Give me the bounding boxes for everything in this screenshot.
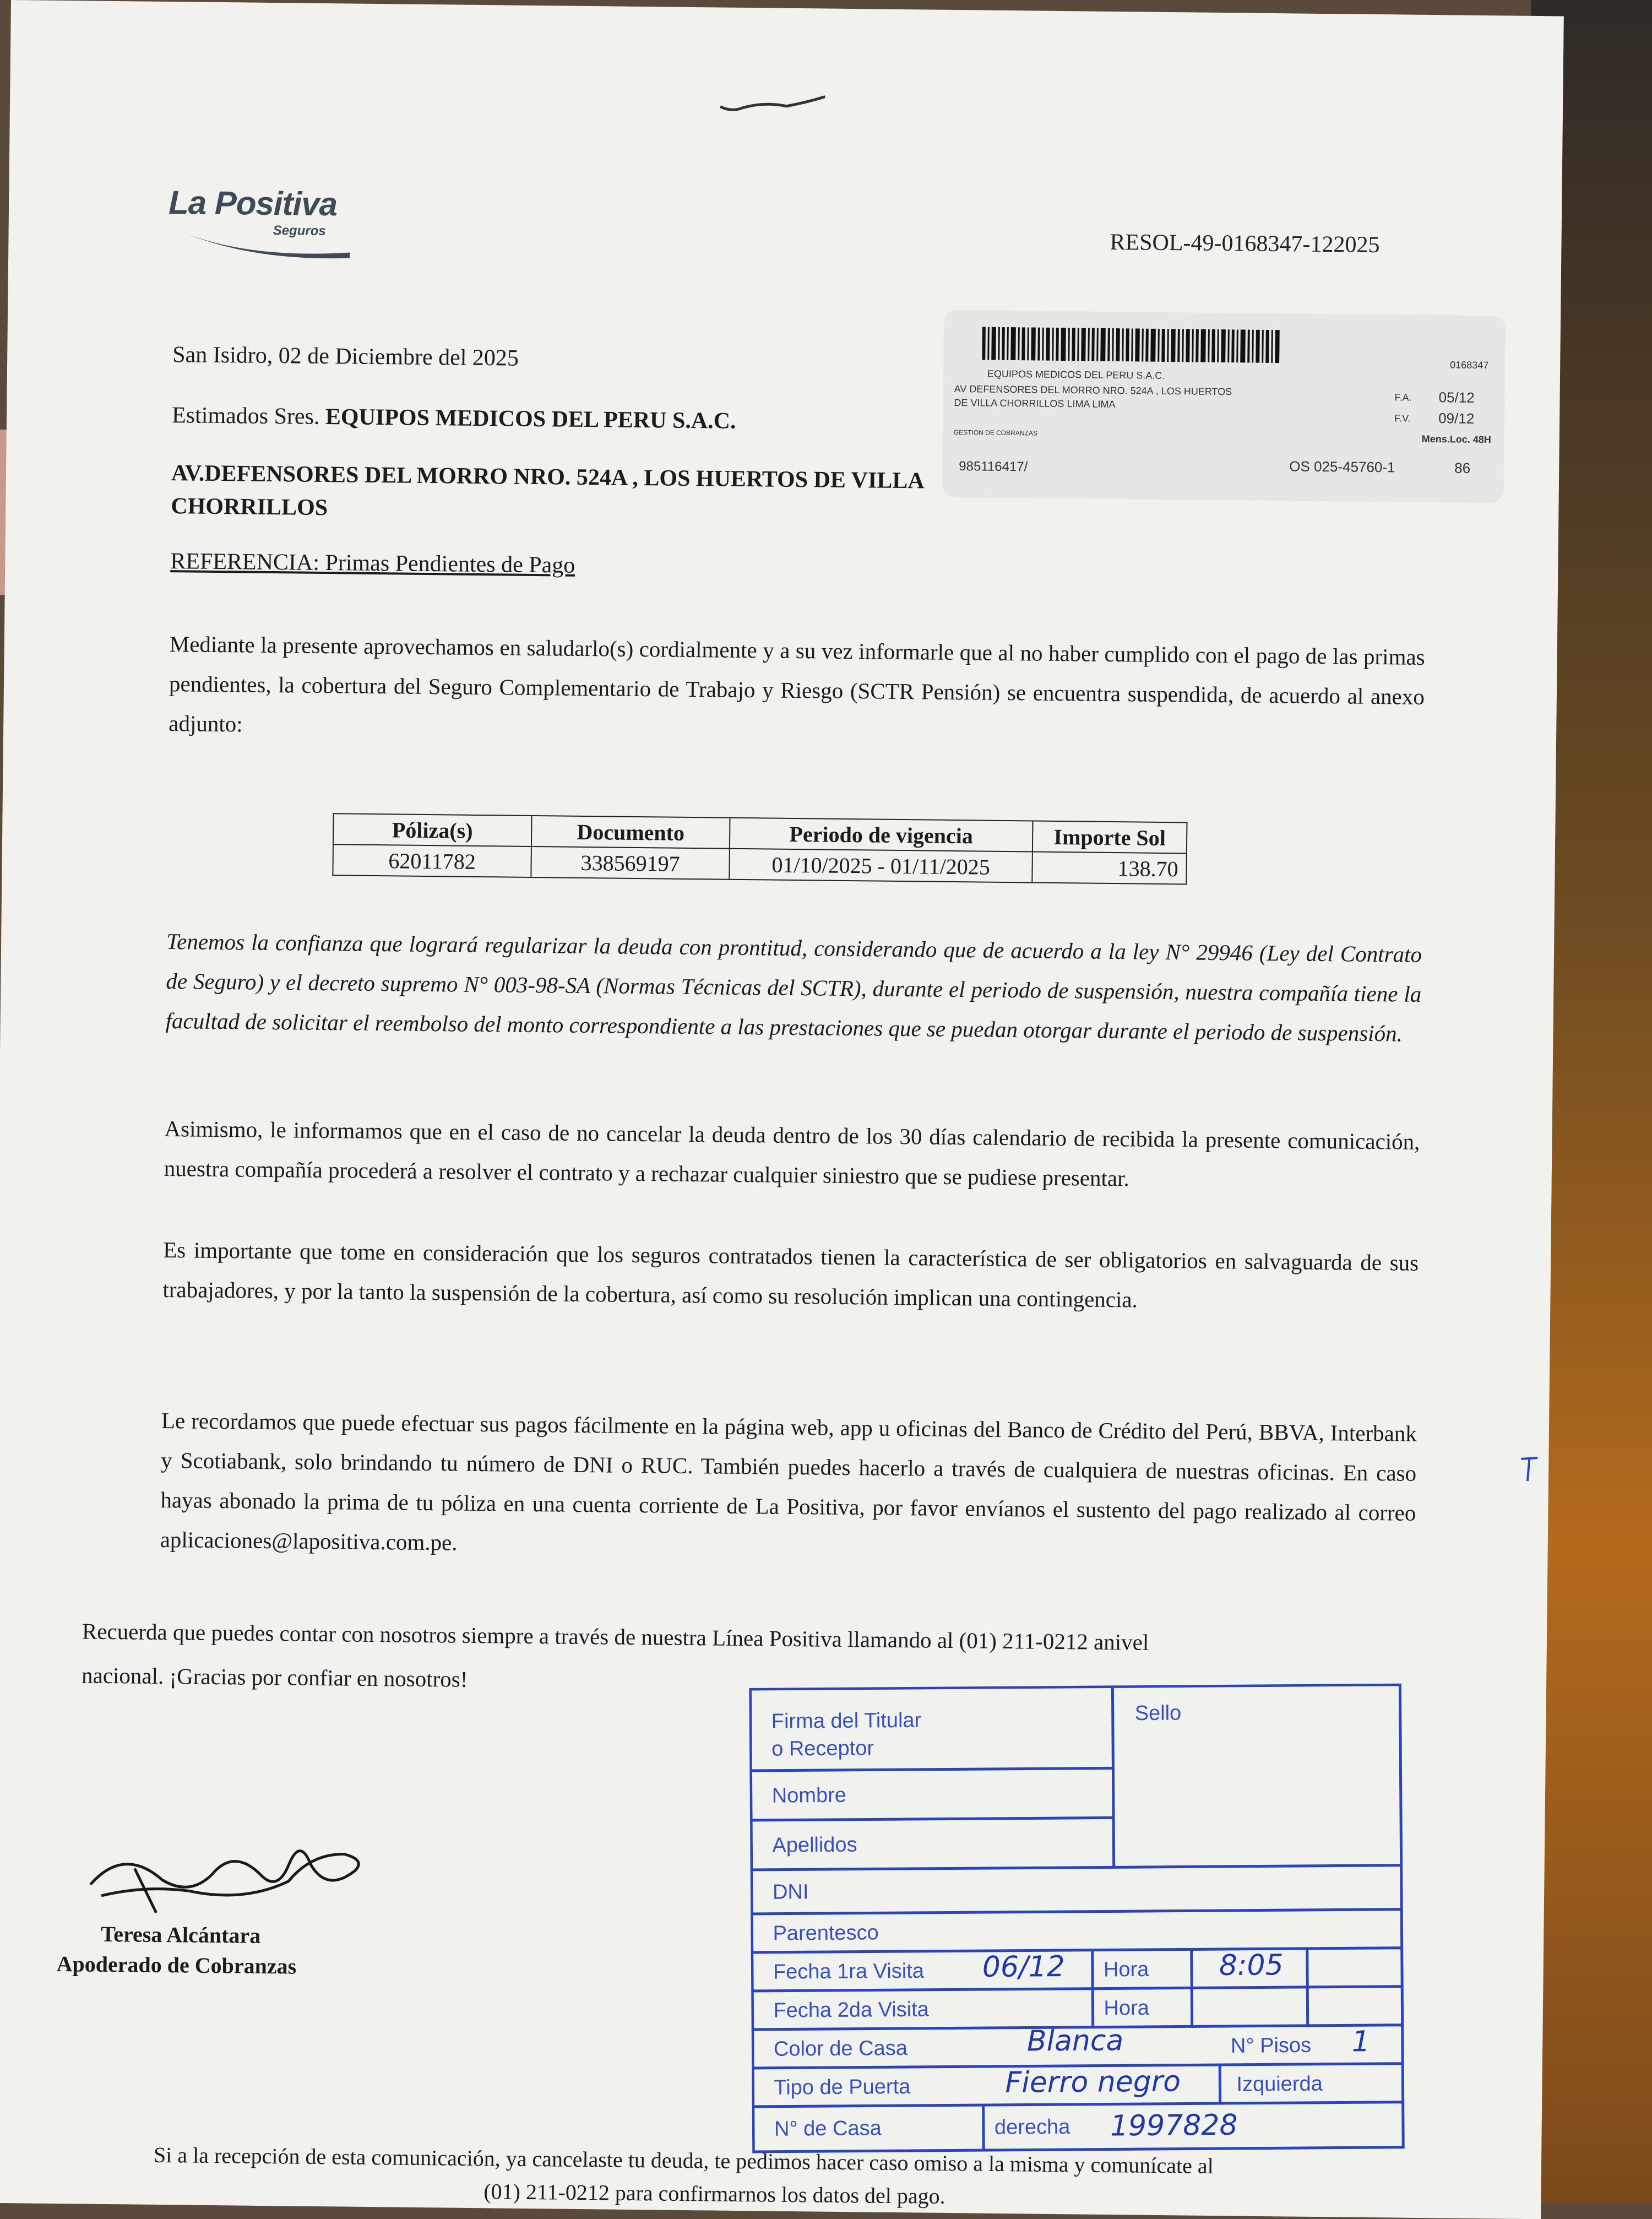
paragraph-1: Mediante la presente aprovechamos en saludarlo(s) cordialmente y a su vez informarle que al no haber cumplido con el pago de las primas pendientes, la cobertura del Seguro Complementario de Trabajo y Riesgo (SCTR Pensión) se encuentra suspendida, de acuerdo al anexo adjunto: <box>169 624 1425 756</box>
stamp-label-fecha2: Fecha 2da Visita <box>773 1998 929 2023</box>
table-header: Importe Sol <box>1032 821 1187 854</box>
label-fv-label: F.V. <box>1394 413 1411 424</box>
handwritten-tipo: Fierro negro <box>1005 2065 1181 2099</box>
pen-mark <box>1515 1448 1548 1515</box>
handwritten-color: Blanca <box>1027 2024 1124 2058</box>
paragraph-4: Es importante que tome en consideración que los seguros contratados tienen la característica de ser obligatorios en salvaguarda de sus trabajadores, y por la tanto la suspensión de la cobertura, así como su resolución implican una contingencia. <box>162 1230 1419 1322</box>
address-line-2: CHORRILLOS <box>171 489 328 525</box>
stamp-label-firma: Firma del Titular <box>771 1709 922 1734</box>
stamp-label-hora-1: Hora <box>1104 1958 1149 1982</box>
logo-subtitle: Seguros <box>273 223 325 239</box>
policy-table <box>332 813 1187 885</box>
paragraph-6b: nacional. ¡Gracias por confiar en nosotros! <box>81 1659 468 1697</box>
barcode-icon <box>982 327 1280 363</box>
stamp-label-izquierda: Izquierda <box>1236 2072 1323 2097</box>
stamp-label-hora-2: Hora <box>1104 1996 1149 2021</box>
signatory-name: Teresa Alcántara <box>101 1918 261 1952</box>
date-line: San Isidro, 02 de Diciembre del 2025 <box>172 338 519 376</box>
paragraph-5: Le recordamos que puede efectuar sus pagos fácilmente en la página web, app u oficinas del Banco de Crédito del Perú, BBVA, Interbank y Scotiabank, solo brindando tu número de DNI o RUC. También puedes hacerlo a través de cualquiera de nuestras oficinas. En caso hayas abonado la prima de tu póliza en una cuenta corriente de La Positiva, por favor envíanos el sustento del pago realizado al correo aplicaciones@lapositiva.com.pe. <box>160 1401 1417 1572</box>
company-logo <box>168 183 356 274</box>
handwritten-pisos: 1 <box>1352 2025 1371 2058</box>
label-fa-label: F.A. <box>1394 392 1411 403</box>
signatory-title: Apoderado de Cobranzas <box>56 1947 296 1983</box>
label-mens: Mens.Loc. 48H <box>1422 433 1491 446</box>
paragraph-6a: Recuerda que puedes contar con nosotros siempre a través de nuestra Línea Positiva llamando al (01) 211-0212 anivel <box>82 1615 1149 1660</box>
pen-mark <box>715 84 836 118</box>
label-company: EQUIPOS MEDICOS DEL PERU S.A.C. <box>987 368 1165 382</box>
paragraph-2: Tenemos la confianza que logrará regularizar la deuda con prontitud, considerando que de acuerdo a la ley N° 29946 (Ley del Contrato de Seguro) y el decreto supremo N° 003-98-SA (Normas Técnicas del SCTR), durante el periodo de suspensión, nuestra compañía tiene la facultad de solicitar el reembolso del monto correspondiente a las prestaciones que se puedan otorgar durante el periodo de suspensión. <box>165 921 1422 1054</box>
label-tracking: 985116417/ <box>959 459 1028 475</box>
stamp-label-dni: DNI <box>773 1880 809 1904</box>
stamp-label-pisos: N° Pisos <box>1231 2034 1311 2058</box>
table-header: Documento <box>531 816 730 849</box>
stamp-label-fecha1: Fecha 1ra Visita <box>773 1960 924 1984</box>
logo-name: La Positiva <box>169 183 356 224</box>
label-address-2: DE VILLA CHORRILLOS LIMA LIMA <box>954 397 1115 410</box>
greeting <box>172 398 736 439</box>
stamp-label-color: Color de Casa <box>774 2037 907 2061</box>
label-code: 0168347 <box>1450 359 1488 371</box>
resolution-code: RESOL-49-0168347-122025 <box>1110 229 1379 258</box>
table-cell: 138.70 <box>1032 852 1187 885</box>
table-cell: 338569197 <box>531 847 730 880</box>
paragraph-3: Asimismo, le informamos que en el caso de no cancelar la deuda dentro de los 30 días calendario de recibida la presente comunicación, nuestra compañía procederá a resolver el contrato y a rechazar cualquier siniestro que se pudiese presentar. <box>164 1109 1420 1201</box>
stamp-label-nombre: Nombre <box>772 1784 846 1808</box>
logo-swoosh-icon <box>184 227 356 262</box>
label-fv-value: 09/12 <box>1438 410 1474 427</box>
reference: REFERENCIA: Primas Pendientes de Pago <box>170 544 575 583</box>
label-os: OS 025-45760-1 <box>1289 458 1395 476</box>
stamp-label-derecha: derecha <box>995 2115 1070 2140</box>
handwritten-fecha1: 06/12 <box>982 1950 1065 1984</box>
greeting-company: EQUIPOS MEDICOS DEL PERU S.A.C. <box>325 404 736 434</box>
label-fa-value: 05/12 <box>1438 389 1474 406</box>
address-line-1: AV.DEFENSORES DEL MORRO NRO. 524A , LOS HUERTOS DE VILLA <box>171 456 925 498</box>
table-header: Periodo de vigencia <box>730 818 1033 852</box>
label-address-1: AV DEFENSORES DEL MORRO NRO. 524A , LOS HUERTOS <box>954 383 1232 398</box>
handwritten-numero: 1997828 <box>1110 2109 1238 2143</box>
stamp-label-tipo: Tipo de Puerta <box>774 2075 910 2100</box>
label-small-line: GESTION DE COBRANZAS <box>954 428 1037 437</box>
stamp-label-apellidos: Apellidos <box>772 1833 857 1858</box>
footer-line-2: (01) 211-0212 para confirmarnos los datos del pago. <box>483 2175 945 2213</box>
footer-line-1: Si a la recepción de esta comunicación, ya cancelaste tu deuda, te pedimos hacer caso omiso a la misma y comunícate al <box>154 2139 1214 2183</box>
mailing-label <box>942 310 1506 503</box>
stamp-label-parentesco: Parentesco <box>773 1921 879 1945</box>
greeting-prefix: Estimados Sres. <box>172 403 320 430</box>
delivery-stamp <box>749 1683 1430 2173</box>
stamp-label-receptor: o Receptor <box>771 1737 874 1761</box>
label-os-number: 86 <box>1454 459 1470 476</box>
table-cell: 62011782 <box>333 844 531 877</box>
stamp-label-numero: N° de Casa <box>774 2117 882 2141</box>
table-cell: 01/10/2025 - 01/11/2025 <box>729 849 1032 883</box>
handwritten-hora1: 8:05 <box>1219 1949 1284 1982</box>
table-header: Póliza(s) <box>333 813 532 847</box>
stamp-label-sello: Sello <box>1135 1702 1182 1726</box>
